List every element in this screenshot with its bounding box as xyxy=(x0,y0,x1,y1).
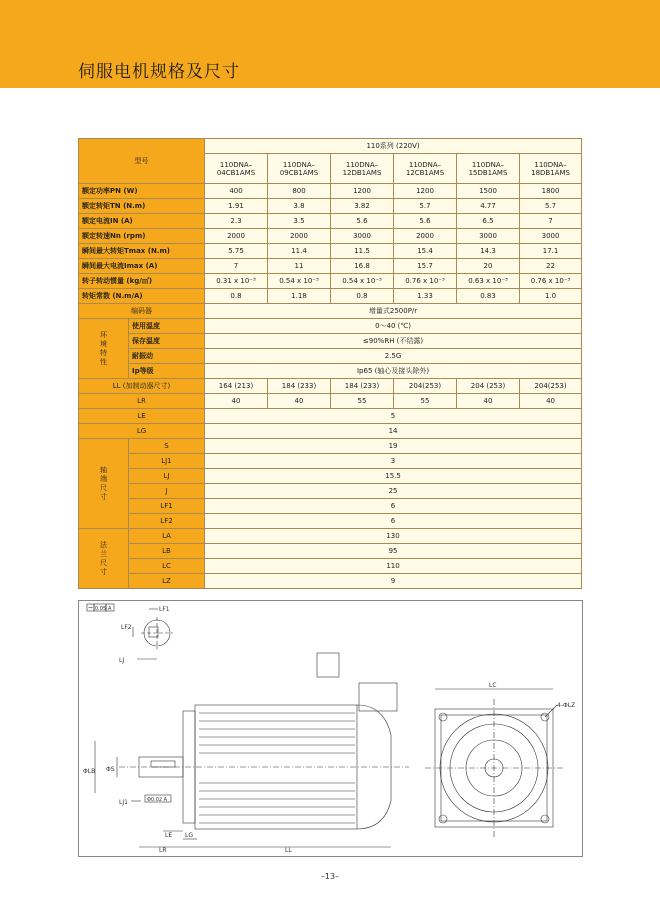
lr-row xyxy=(79,394,582,409)
shaft-value: 15.5 xyxy=(205,469,582,484)
flange-value: 9 xyxy=(205,574,582,589)
env-value: Ip65 (轴心及接头除外) xyxy=(205,364,582,379)
encoder-value: 增量式2500P/r xyxy=(205,304,582,319)
env-row xyxy=(79,319,582,334)
motor-front-view xyxy=(425,682,575,837)
lg-value: 14 xyxy=(205,424,582,439)
ll-value: 204(253) xyxy=(520,379,582,394)
label-lb: ΦLB xyxy=(83,768,96,775)
spec-label: 瞬间最大电流Imax (A) xyxy=(79,259,205,274)
lg-row xyxy=(79,424,582,439)
label-le: LE xyxy=(165,832,173,839)
encoder-row xyxy=(79,304,582,319)
spec-label: 瞬间最大转矩Tmax (N.m) xyxy=(79,244,205,259)
spec-value: 1.33 xyxy=(394,289,457,304)
label-lc: LC xyxy=(489,682,497,689)
label-ll: LL xyxy=(285,847,292,854)
flange-value: 95 xyxy=(205,544,582,559)
mounting-hole xyxy=(439,713,447,721)
spec-value: 20 xyxy=(457,259,520,274)
spec-value: 0.83 xyxy=(457,289,520,304)
label-lz: 4-ΦLZ xyxy=(557,702,576,709)
shaft-key-detail xyxy=(87,604,173,664)
spec-value: 1500 xyxy=(457,184,520,199)
model-label: 型号 xyxy=(79,139,205,184)
shaft-value: 19 xyxy=(205,439,582,454)
spec-value: 800 xyxy=(268,184,331,199)
ll-value: 184 (233) xyxy=(268,379,331,394)
model-name: 110DNA– 12DB1AMS xyxy=(331,154,394,184)
env-value: ≤90%RH (不结露) xyxy=(205,334,582,349)
spec-value: 5.7 xyxy=(394,199,457,214)
shaft-row xyxy=(79,469,582,484)
spec-value: 0.54 x 10⁻³ xyxy=(268,274,331,289)
series-header: 110系列 (220V) xyxy=(205,139,582,154)
leader-line xyxy=(545,705,557,717)
spec-value: 2000 xyxy=(205,229,268,244)
spec-value: 1.0 xyxy=(520,289,582,304)
env-row xyxy=(79,349,582,364)
spec-value: 15.4 xyxy=(394,244,457,259)
spec-row xyxy=(79,214,582,229)
spec-value: 11.4 xyxy=(268,244,331,259)
label-s: ΦS xyxy=(106,766,115,773)
env-row xyxy=(79,334,582,349)
lr-value: 40 xyxy=(268,394,331,409)
spec-value: 6.5 xyxy=(457,214,520,229)
lg-label: LG xyxy=(79,424,205,439)
spec-value: 15.7 xyxy=(394,259,457,274)
flange-label: LZ xyxy=(129,574,205,589)
connector-encoder xyxy=(359,683,397,711)
shaft-label: LJ xyxy=(129,469,205,484)
spec-value: 5.6 xyxy=(331,214,394,229)
spec-row xyxy=(79,229,582,244)
spec-label: 额定转矩TN (N.m) xyxy=(79,199,205,214)
spec-value: 16.8 xyxy=(331,259,394,274)
env-label: 保存温度 xyxy=(129,334,205,349)
label-lf2: LF2 xyxy=(121,624,132,631)
spec-value: 1.18 xyxy=(268,289,331,304)
model-name: 110DNA– 15DB1AMS xyxy=(457,154,520,184)
ll-value: 184 (233) xyxy=(331,379,394,394)
spec-value: 400 xyxy=(205,184,268,199)
label-lf1: LF1 xyxy=(159,606,170,613)
spec-label: 额定功率PN (W) xyxy=(79,184,205,199)
spec-row xyxy=(79,244,582,259)
flange-row xyxy=(79,574,582,589)
spec-value: 0.8 xyxy=(205,289,268,304)
sym-tol-value: 0.05 xyxy=(95,606,107,612)
shaft-label: LF1 xyxy=(129,499,205,514)
ll-label: LL (加制动器尺寸) xyxy=(79,379,205,394)
spec-value: 14.3 xyxy=(457,244,520,259)
encoder-label: 编码器 xyxy=(79,304,205,319)
shaft-keyway xyxy=(151,761,175,767)
env-label: 使用温度 xyxy=(129,319,205,334)
spec-value: 3000 xyxy=(457,229,520,244)
spec-value: 0.63 x 10⁻³ xyxy=(457,274,520,289)
label-lj: LJ xyxy=(119,657,125,664)
technical-drawing xyxy=(78,600,583,857)
spec-value: 7 xyxy=(205,259,268,274)
flange-label: LA xyxy=(129,529,205,544)
le-label: LE xyxy=(79,409,205,424)
spec-label: 额定电流IN (A) xyxy=(79,214,205,229)
shaft-label: S xyxy=(129,439,205,454)
flange-row xyxy=(79,559,582,574)
spec-value: 2.3 xyxy=(205,214,268,229)
spec-value: 3000 xyxy=(520,229,582,244)
spec-row xyxy=(79,199,582,214)
lr-value: 55 xyxy=(331,394,394,409)
le-value: 5 xyxy=(205,409,582,424)
spec-row xyxy=(79,184,582,199)
spec-value: 1200 xyxy=(394,184,457,199)
flange-row xyxy=(79,529,582,544)
shaft-group-label: 轴 端 尺 寸 xyxy=(79,439,129,529)
ll-row xyxy=(79,379,582,394)
ll-value: 164 (213) xyxy=(205,379,268,394)
env-label: 耐振动 xyxy=(129,349,205,364)
flange-value: 130 xyxy=(205,529,582,544)
spec-value: 1800 xyxy=(520,184,582,199)
ll-value: 204(253) xyxy=(394,379,457,394)
spec-value: 3000 xyxy=(331,229,394,244)
spec-label: 转子转动惯量 (kg/㎡) xyxy=(79,274,205,289)
lr-value: 40 xyxy=(205,394,268,409)
connector-power xyxy=(317,653,339,677)
shaft-row xyxy=(79,514,582,529)
environment-group-label: 环 境 特 性 xyxy=(79,319,129,379)
env-value: 2.5G xyxy=(205,349,582,364)
spec-value: 22 xyxy=(520,259,582,274)
spec-value: 5.6 xyxy=(394,214,457,229)
spec-value: 1.91 xyxy=(205,199,268,214)
lr-value: 55 xyxy=(394,394,457,409)
spec-value: 17.1 xyxy=(520,244,582,259)
spec-value: 0.54 x 10⁻³ xyxy=(331,274,394,289)
lr-value: 40 xyxy=(457,394,520,409)
spec-value: 11.5 xyxy=(331,244,394,259)
spec-value: 3.82 xyxy=(331,199,394,214)
spec-label: 额定转速Nn (rpm) xyxy=(79,229,205,244)
spec-value: 2000 xyxy=(394,229,457,244)
spec-label: 转矩常数 (N.m/A) xyxy=(79,289,205,304)
model-name: 110DNA– 18DB1AMS xyxy=(520,154,582,184)
le-row xyxy=(79,409,582,424)
shaft-row xyxy=(79,454,582,469)
ll-value: 204 (253) xyxy=(457,379,520,394)
series-row xyxy=(79,139,582,154)
label-lj1: LJ1 xyxy=(119,799,128,806)
page-number: –13– xyxy=(320,872,340,881)
shaft-label: LF2 xyxy=(129,514,205,529)
model-name: 110DNA– 04CB1AMS xyxy=(205,154,268,184)
spec-table xyxy=(78,138,582,589)
shaft-label: LJ1 xyxy=(129,454,205,469)
motor-side-view xyxy=(83,653,409,854)
shaft-row xyxy=(79,484,582,499)
spec-value: 5.7 xyxy=(520,199,582,214)
spec-value: 4.77 xyxy=(457,199,520,214)
shaft-label: J xyxy=(129,484,205,499)
env-label: Ip等级 xyxy=(129,364,205,379)
page-title: 伺服电机规格及尺寸 xyxy=(78,62,240,82)
spec-row xyxy=(79,274,582,289)
env-row xyxy=(79,364,582,379)
lr-label: LR xyxy=(79,394,205,409)
env-value: 0～40 (℃) xyxy=(205,319,582,334)
mounting-hole xyxy=(541,815,549,823)
label-tolerance: Φ0.02 A xyxy=(147,797,168,803)
model-name: 110DNA– 09CB1AMS xyxy=(268,154,331,184)
flange-group-label: 法 兰 尺 寸 xyxy=(79,529,129,589)
spec-value: 3.8 xyxy=(268,199,331,214)
sym-datum: A xyxy=(108,606,112,612)
shaft-row xyxy=(79,439,582,454)
shaft-value: 3 xyxy=(205,454,582,469)
shaft-value: 25 xyxy=(205,484,582,499)
spec-value: 2000 xyxy=(268,229,331,244)
label-lr: LR xyxy=(159,847,167,854)
flange-label: LC xyxy=(129,559,205,574)
flange-label: LB xyxy=(129,544,205,559)
mounting-hole xyxy=(439,815,447,823)
spec-value: 7 xyxy=(520,214,582,229)
motor-dimension-drawing xyxy=(79,601,582,856)
spec-value: 5.75 xyxy=(205,244,268,259)
spec-value: 1200 xyxy=(331,184,394,199)
spec-value: 0.8 xyxy=(331,289,394,304)
model-name: 110DNA– 12CB1AMS xyxy=(394,154,457,184)
spec-value: 0.76 x 10⁻³ xyxy=(394,274,457,289)
label-lg: LG xyxy=(185,832,193,839)
lr-value: 40 xyxy=(520,394,582,409)
spec-value: 0.31 x 10⁻³ xyxy=(205,274,268,289)
spec-row xyxy=(79,289,582,304)
shaft-value: 6 xyxy=(205,499,582,514)
keyway xyxy=(149,627,158,637)
shaft-row xyxy=(79,499,582,514)
spec-value: 11 xyxy=(268,259,331,274)
spec-row xyxy=(79,259,582,274)
shaft-value: 6 xyxy=(205,514,582,529)
flange-value: 110 xyxy=(205,559,582,574)
flange-row xyxy=(79,544,582,559)
spec-value: 0.76 x 10⁻³ xyxy=(520,274,582,289)
spec-value: 3.5 xyxy=(268,214,331,229)
